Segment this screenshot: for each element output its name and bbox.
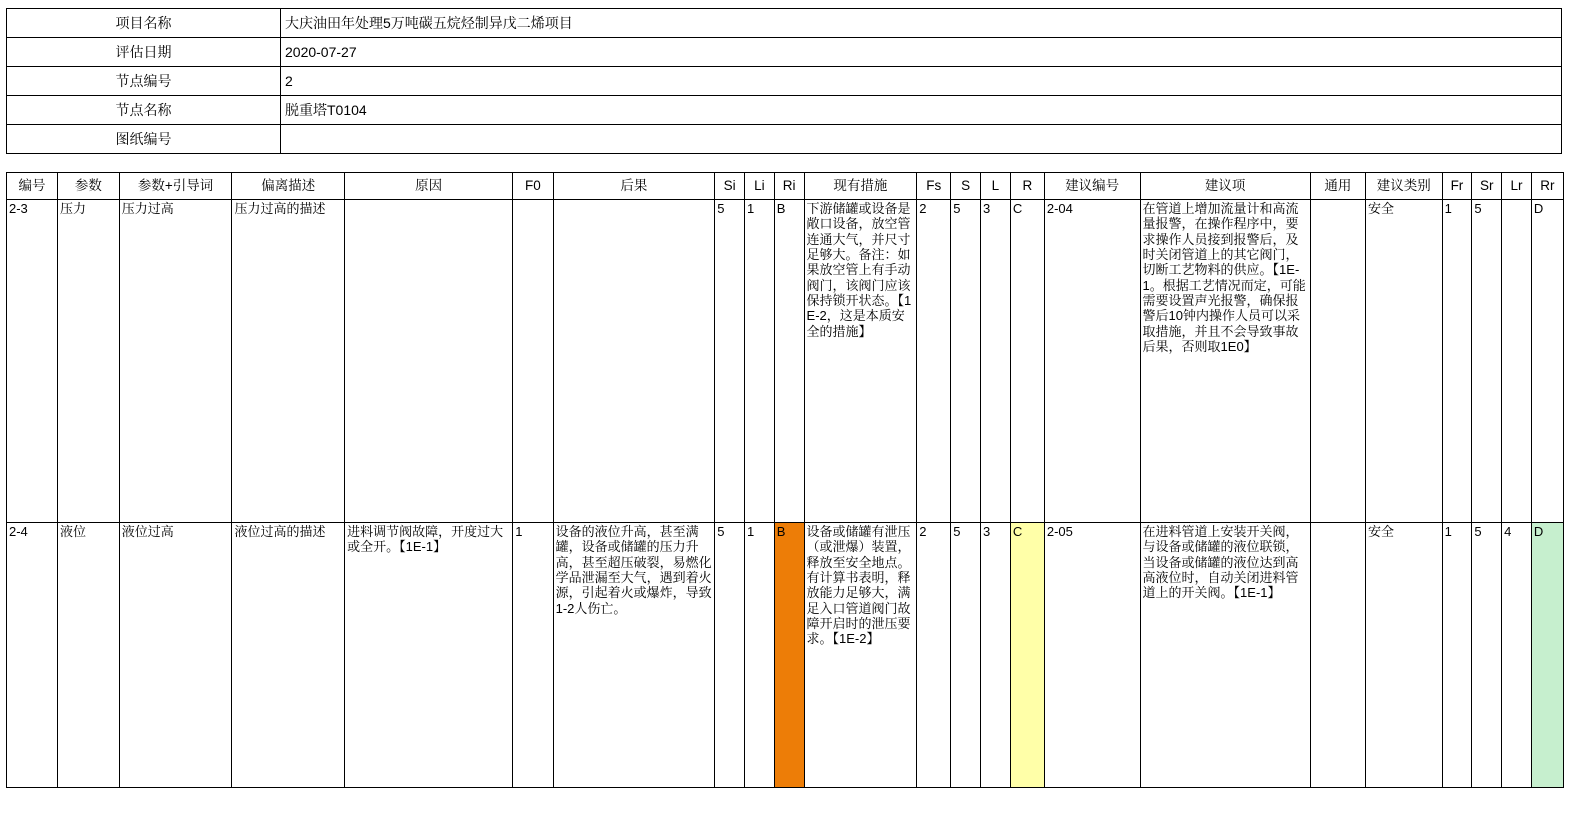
col-header-existing-measures: 现有措施 <box>804 173 917 200</box>
info-value-node-number: 2 <box>281 67 1562 96</box>
col-header-s: S <box>951 173 981 200</box>
hazop-table <box>6 172 1564 788</box>
cell-deviation: 压力过高的描述 <box>232 200 345 523</box>
cell-no: 2-4 <box>7 523 58 788</box>
cell-recommendation-type: 安全 <box>1366 523 1443 788</box>
hazop-header-row <box>7 173 1564 200</box>
cell-parameter: 液位 <box>58 523 120 788</box>
col-header-recommendation: 建议项 <box>1140 173 1310 200</box>
info-label-node-name: 节点名称 <box>7 96 281 125</box>
cell-cause: 进料调节阀故障，开度过大或全开。【1E-1】 <box>345 523 513 788</box>
cell-s: 5 <box>951 200 981 523</box>
cell-f0: 1 <box>513 523 553 788</box>
info-label-node-number: 节点编号 <box>7 67 281 96</box>
col-header-consequence: 后果 <box>553 173 715 200</box>
col-header-general: 通用 <box>1310 173 1365 200</box>
info-row-assessment-date <box>7 38 1562 67</box>
cell-cause <box>345 200 513 523</box>
table-row <box>7 523 1564 788</box>
info-row-node-name <box>7 96 1562 125</box>
hazop-table-container <box>6 172 1564 788</box>
cell-fr: 1 <box>1442 200 1472 523</box>
table-row <box>7 200 1564 523</box>
cell-r: C <box>1010 523 1044 788</box>
cell-recommendation-no: 2-05 <box>1044 523 1140 788</box>
cell-fs: 2 <box>917 200 951 523</box>
cell-lr: 4 <box>1502 523 1532 788</box>
cell-general <box>1310 523 1365 788</box>
cell-si: 5 <box>715 523 745 788</box>
cell-si: 5 <box>715 200 745 523</box>
cell-sr: 5 <box>1472 200 1502 523</box>
col-header-r: R <box>1010 173 1044 200</box>
cell-l: 3 <box>981 523 1011 788</box>
cell-consequence: 设备的液位升高，甚至满罐，设备或储罐的压力升高，甚至超压破裂，易燃化学品泄漏至大气，遇到着火源，引起着火或爆炸，导致1-2人伤亡。 <box>553 523 715 788</box>
col-header-recommendation-type: 建议类别 <box>1366 173 1443 200</box>
cell-l: 3 <box>981 200 1011 523</box>
cell-f0 <box>513 200 553 523</box>
cell-parameter-guideword: 压力过高 <box>119 200 232 523</box>
cell-r: C <box>1010 200 1044 523</box>
col-header-ri: Ri <box>774 173 804 200</box>
info-value-assessment-date: 2020-07-27 <box>281 38 1562 67</box>
cell-recommendation: 在进料管道上安装开关阀，与设备或储罐的液位联锁，当设备或储罐的液位达到高高液位时，自动关闭进料管道上的开关阀。【1E-1】 <box>1140 523 1310 788</box>
info-value-node-name: 脱重塔T0104 <box>281 96 1562 125</box>
col-header-rr: Rr <box>1531 173 1563 200</box>
col-header-deviation: 偏离描述 <box>232 173 345 200</box>
cell-fs: 2 <box>917 523 951 788</box>
info-row-project-name <box>7 9 1562 38</box>
cell-recommendation-no: 2-04 <box>1044 200 1140 523</box>
cell-sr: 5 <box>1472 523 1502 788</box>
col-header-fs: Fs <box>917 173 951 200</box>
info-label-project-name: 项目名称 <box>7 9 281 38</box>
cell-ri: B <box>774 523 804 788</box>
cell-li: 1 <box>745 200 775 523</box>
cell-fr: 1 <box>1442 523 1472 788</box>
cell-li: 1 <box>745 523 775 788</box>
col-header-no: 编号 <box>7 173 58 200</box>
col-header-f0: F0 <box>513 173 553 200</box>
project-info-table <box>6 8 1562 154</box>
cell-parameter-guideword: 液位过高 <box>119 523 232 788</box>
info-value-drawing-number <box>281 125 1562 154</box>
cell-rr: D <box>1531 523 1563 788</box>
info-value-project-name: 大庆油田年处理5万吨碳五烷烃制异戊二烯项目 <box>281 9 1562 38</box>
col-header-sr: Sr <box>1472 173 1502 200</box>
cell-existing-measures: 设备或储罐有泄压（或泄爆）装置，释放至安全地点。有计算书表明，释放能力足够大，满足入口管道阀门故障开启时的泄压要求。【1E-2】 <box>804 523 917 788</box>
cell-lr <box>1502 200 1532 523</box>
col-header-si: Si <box>715 173 745 200</box>
cell-recommendation-type: 安全 <box>1366 200 1443 523</box>
col-header-lr: Lr <box>1502 173 1532 200</box>
cell-ri: B <box>774 200 804 523</box>
col-header-fr: Fr <box>1442 173 1472 200</box>
info-row-node-number <box>7 67 1562 96</box>
col-header-parameter-guideword: 参数+引导词 <box>119 173 232 200</box>
cell-deviation: 液位过高的描述 <box>232 523 345 788</box>
cell-recommendation: 在管道上增加流量计和高流量报警，在操作程序中，要求操作人员接到报警后，及时关闭管道上的其它阀门，切断工艺物料的供应。【1E-1。根据工艺情况而定，可能需要设置声光报警，确保报警后10钟内操作人员可以采取措施，并且不会导致事故后果，否则取1E0】 <box>1140 200 1310 523</box>
cell-existing-measures: 下游储罐或设备是敞口设备，放空管连通大气，并尺寸足够大。备注：如果放空管上有手动阀门，该阀门应该保持锁开状态。【1E-2，这是本质安全的措施】 <box>804 200 917 523</box>
info-label-drawing-number: 图纸编号 <box>7 125 281 154</box>
cell-s: 5 <box>951 523 981 788</box>
cell-no: 2-3 <box>7 200 58 523</box>
col-header-cause: 原因 <box>345 173 513 200</box>
cell-consequence <box>553 200 715 523</box>
col-header-parameter: 参数 <box>58 173 120 200</box>
cell-parameter: 压力 <box>58 200 120 523</box>
info-label-assessment-date: 评估日期 <box>7 38 281 67</box>
cell-general <box>1310 200 1365 523</box>
col-header-l: L <box>981 173 1011 200</box>
info-row-drawing-number <box>7 125 1562 154</box>
cell-rr: D <box>1531 200 1563 523</box>
col-header-recommendation-no: 建议编号 <box>1044 173 1140 200</box>
col-header-li: Li <box>745 173 775 200</box>
